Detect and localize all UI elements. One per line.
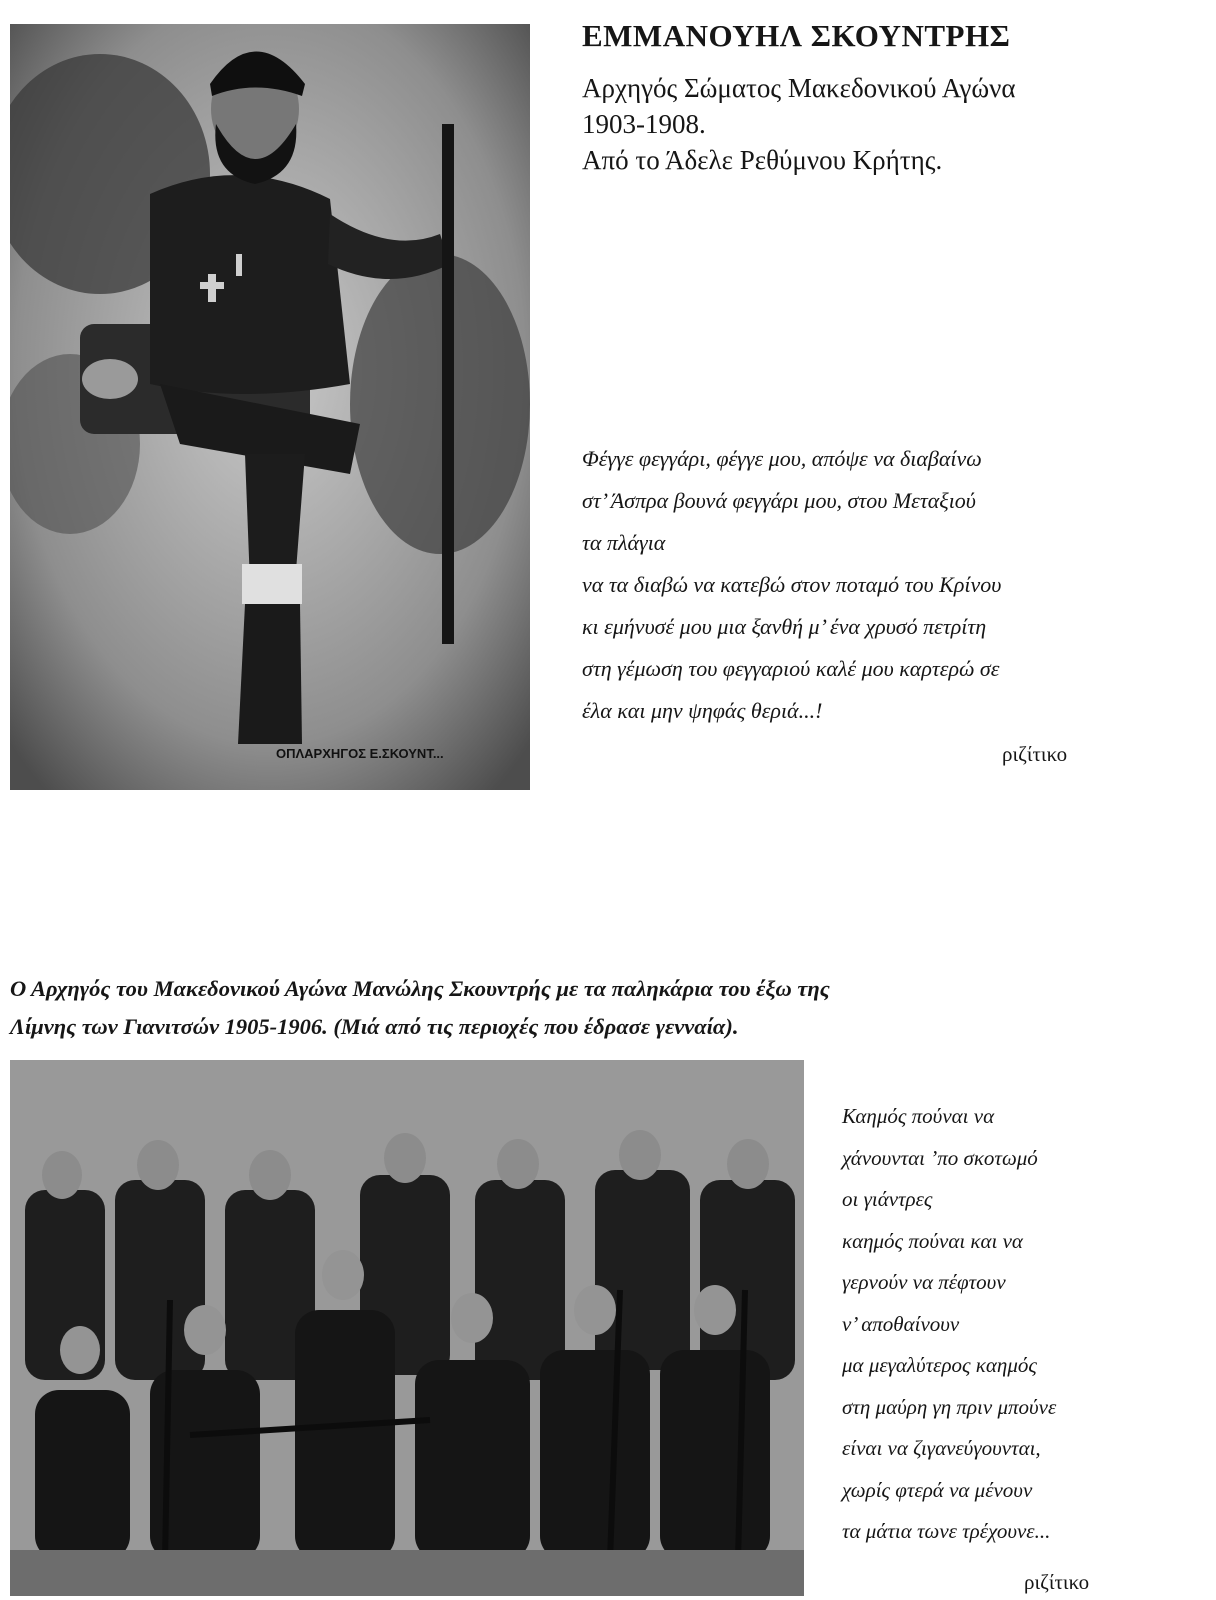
poem-line: γερνούν να πέφτουν <box>842 1270 1006 1294</box>
poem-line: στ’ Άσπρα βουνά φεγγάρι μου, στου Μεταξιού <box>582 488 976 513</box>
poem-2 <box>842 1096 1056 1553</box>
poem-line: κι εμήνυσέ μου μια ξανθή μ’ ένα χρυσό πετρίτη <box>582 614 987 639</box>
group-photo <box>10 1060 804 1596</box>
poem-line: τα μάτια τωνε τρέχουνε... <box>842 1519 1051 1543</box>
poem-1 <box>582 438 1001 732</box>
poem-line: χάνουνται ’πο σκοτωμό <box>842 1145 1038 1170</box>
poem-line: στη μαύρη γη πριν μπούνε <box>842 1394 1057 1419</box>
poem-2-attribution: ριζίτικο <box>1024 1570 1090 1594</box>
page-title: ΕΜΜΑΝΟΥΗΛ ΣΚΟΥΝΤΡΗΣ <box>582 18 1011 53</box>
poem-line: τα πλάγια <box>582 530 666 555</box>
poem-line: στη γέμωση του φεγγαριού καλέ μου καρτερώ σε <box>582 656 1000 681</box>
photo-inscription: ΟΠΛΑΡΧΗΓΟΣ Ε.ΣΚΟΥΝΤ... <box>276 746 444 761</box>
caption-line: Λίμνης των Γιανιτσών 1905-1906. (Μιά από τις περιοχές που έδρασε γενναία). <box>10 1014 739 1039</box>
poem-line: καημός πούναι και να <box>842 1228 1023 1253</box>
poem-line: οι γιάντρες <box>842 1187 933 1211</box>
poem-line: μα μεγαλύτερος καημός <box>842 1353 1037 1377</box>
subtitle-line: 1903-1908. <box>582 109 706 139</box>
caption-line: Ο Αρχηγός του Μακεδονικού Αγώνα Μανώλης Σκουντρής με τα παληκάρια του έξω της <box>10 976 830 1001</box>
poem-line: έλα και μην ψηφάς θεριά...! <box>582 698 823 723</box>
photo-caption <box>10 970 830 1046</box>
poem-line: ν’ αποθαίνουν <box>842 1311 960 1336</box>
portrait-photo <box>10 24 530 790</box>
poem-line: Φέγγε φεγγάρι, φέγγε μου, απόψε να διαβαίνω <box>582 446 982 471</box>
poem-line: να τα διαβώ να κατεβώ στον ποταμό του Κρίνου <box>582 572 1002 597</box>
subtitle <box>582 70 1015 178</box>
portrait-photo-icon <box>10 24 530 790</box>
subtitle-line: Από το Άδελε Ρεθύμνου Κρήτης. <box>582 145 943 175</box>
subtitle-line: Αρχηγός Σώματος Μακεδονικού Αγώνα <box>582 73 1016 103</box>
poem-1-attribution: ριζίτικο <box>1002 742 1068 766</box>
poem-line: είναι να ζιγανεύγουνται, <box>842 1436 1041 1460</box>
group-photo-icon <box>10 1060 804 1596</box>
poem-line: χωρίς φτερά να μένουν <box>842 1477 1033 1502</box>
poem-line: Καημός πούναι να <box>842 1104 995 1128</box>
